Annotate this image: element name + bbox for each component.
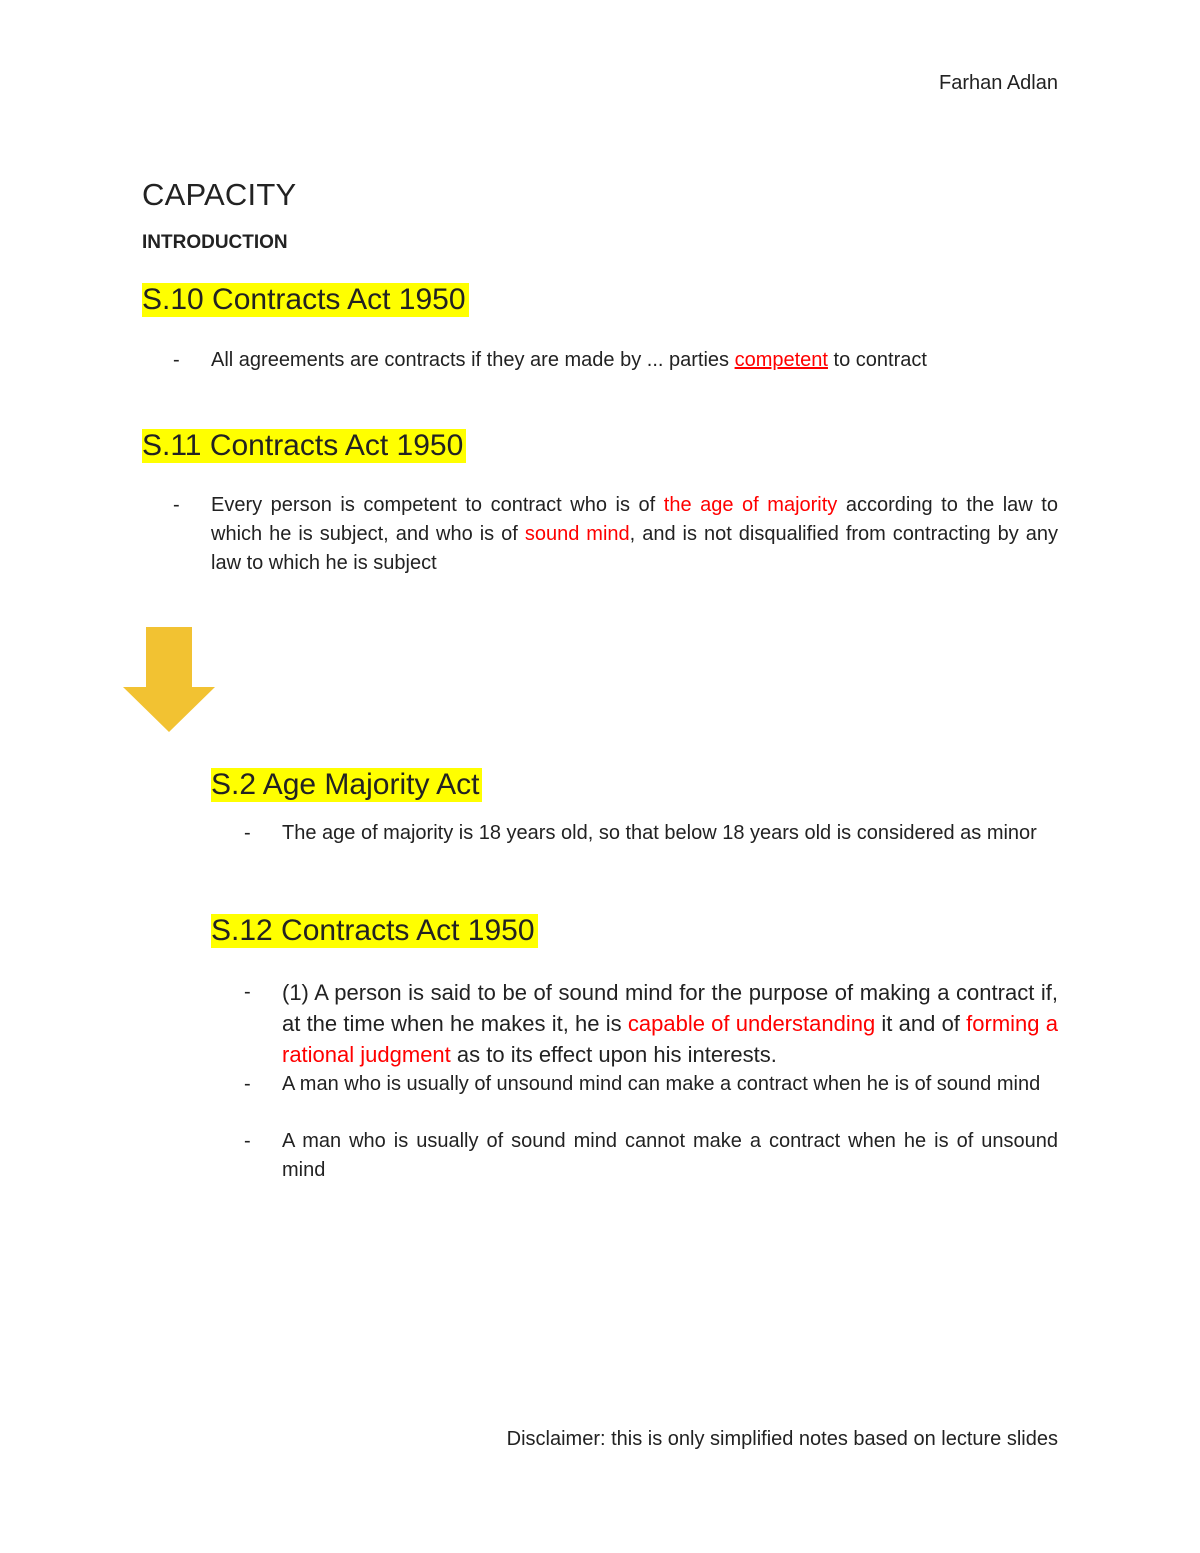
bullet-dash: - [173,494,180,516]
bullet-item: - A man who is usually of unsound mind can make a contract when he is of sound mind [282,1070,1058,1099]
bullet-dash: - [244,1073,251,1095]
bullet-item: - (1) A person is said to be of sound mind for the purpose of making a contract if, at the time when he makes it, he is capable of understanding it and of forming a rational judgment as to its effect upon his interests. [282,977,1058,1070]
section-subtitle: INTRODUCTION [142,232,288,253]
highlighted-heading: S.2 Age Majority Act [211,768,482,802]
emphasis-text: sound mind [524,523,630,545]
section-heading-s10 [142,281,469,318]
section-heading-s2 [211,766,482,803]
emphasis-text: forming a rational judgment [282,1011,1058,1067]
bullet-dash: - [244,1130,251,1152]
section-heading-s11 [142,427,466,464]
emphasis-text: competent [734,349,828,371]
down-arrow-icon [122,627,216,738]
disclaimer-footer: Disclaimer: this is only simplified notes based on lecture slides [506,1428,1058,1450]
section-heading-s12 [211,912,538,949]
emphasis-text: the age of majority [663,494,838,516]
bullet-dash: - [244,822,251,844]
bullet-item: - A man who is usually of sound mind cannot make a contract when he is of unsound mind [282,1127,1058,1185]
bullet-item: - All agreements are contracts if they are made by ... parties competent to contract [211,346,1058,375]
highlighted-heading: S.10 Contracts Act 1950 [142,283,469,317]
bullet-item: - Every person is competent to contract who is of the age of majority according to the law to which he is subject, and who is of sound mind, and is not disqualified from contracting by any law to which he is subject [211,491,1058,578]
bullet-item: - The age of majority is 18 years old, so that below 18 years old is considered as minor [282,819,1058,848]
highlighted-heading: S.12 Contracts Act 1950 [211,914,538,948]
author-name: Farhan Adlan [939,72,1058,94]
highlighted-heading: S.11 Contracts Act 1950 [142,429,466,463]
emphasis-text: capable of understanding [627,1011,876,1036]
page-title: CAPACITY [142,177,297,212]
bullet-dash: - [244,981,251,1003]
bullet-dash: - [173,349,180,371]
